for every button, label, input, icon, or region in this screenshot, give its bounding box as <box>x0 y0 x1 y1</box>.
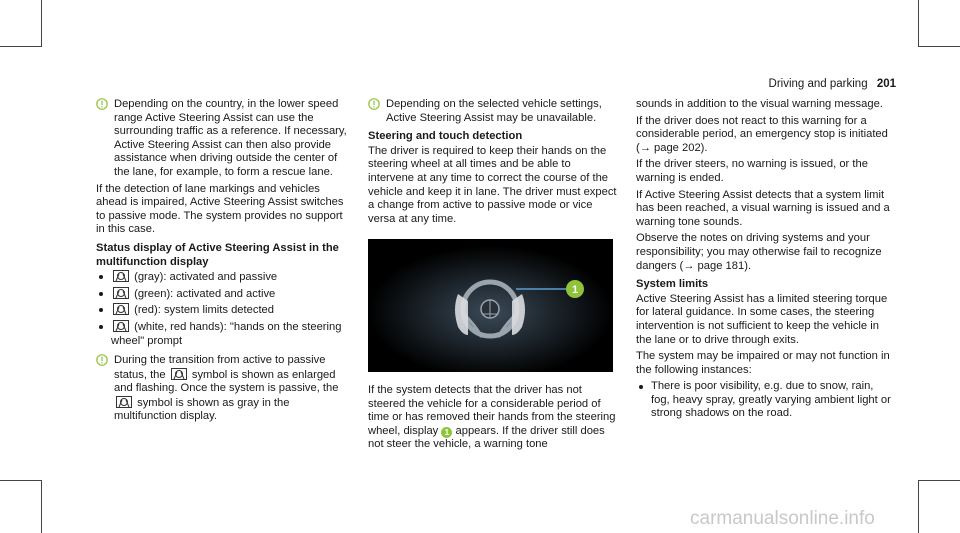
column-3 <box>636 98 894 427</box>
steering-assist-symbol <box>116 396 132 408</box>
hint-box <box>96 98 352 180</box>
hint-box <box>368 98 618 125</box>
steering-assist-symbol <box>113 270 129 282</box>
crop-mark <box>918 480 960 481</box>
list-item <box>96 287 352 302</box>
crop-mark <box>41 0 42 46</box>
callout-badge: 1 <box>441 427 452 438</box>
page-number: 201 <box>876 78 896 90</box>
hint-text: Depending on the country, in the lower speed range Active Steering Assist can use the surrounding traffic as a reference. If necessary, Active Steering Assist can then also provide assistance when driving outside the center of the lane, for example, to form a rescue lane. <box>114 98 347 178</box>
list-item <box>636 380 894 421</box>
paragraph-text: If the system detects that the driver has not steered the vehicle for a considerable period of time or has removed their hands from the steering wheel, display <box>368 384 616 437</box>
paragraph: Observe the notes on driving systems and your responsibility; you may otherwise fail to recognize dangers (→ page 181). <box>636 232 882 272</box>
section-heading: Steering and touch detection <box>368 130 523 143</box>
status-list <box>96 270 352 348</box>
paragraph: If Active Steering Assist detects that a system limit has been reached, a visual warning is issued and a warning tone sounds. <box>636 188 890 228</box>
paragraph: Active Steering Assist has a limited steering torque for lateral guidance. In some cases, the steering intervention is not sufficient to keep the vehicle in the lane or to drive through exits. <box>636 292 888 346</box>
paragraph-text: appears. If the driver still does not steer the vehicle, a warning tone <box>368 424 605 451</box>
section-title: Driving and parking <box>768 78 868 90</box>
crop-mark <box>918 46 960 47</box>
crop-mark <box>918 0 919 46</box>
hint-text: symbol is shown as gray in the multifunction display. <box>114 396 290 423</box>
hint-text: Depending on the selected vehicle settings, Active Steering Assist may be unavailable. <box>386 98 602 124</box>
bullet-dot <box>639 385 643 389</box>
list-item <box>96 270 352 285</box>
list-item-text: (white, red hands): "hands on the steering wheel" prompt <box>111 320 342 347</box>
list-item-text: There is poor visibility, e.g. due to snow, rain, fog, heavy spray, greatly varying ambient light or strong shadows on the road. <box>651 380 891 420</box>
bullet-dot <box>99 275 103 279</box>
info-hint-icon <box>96 98 108 110</box>
bullet-dot <box>99 292 103 296</box>
hint-text: During the transition from active to passive status, the <box>114 354 326 381</box>
crop-mark <box>41 480 42 533</box>
page-header <box>769 78 896 90</box>
list-item-text: (red): system limits detected <box>134 304 274 317</box>
steering-assist-symbol <box>113 287 129 299</box>
list-item-text: (gray): activated and passive <box>134 271 278 284</box>
paragraph: sounds in addition to the visual warning message. <box>636 98 883 110</box>
steering-assist-symbol <box>113 303 129 315</box>
paragraph: If the driver steers, no warning is issued, or the warning is ended. <box>636 158 868 184</box>
column-2 <box>368 98 618 229</box>
crop-mark <box>0 480 42 481</box>
column-1 <box>96 98 352 427</box>
steering-assist-symbol <box>113 320 129 332</box>
paragraph: The driver is required to keep their hands on the steering wheel at all times and be able to intervene at any time to correct the course of the vehicle and keep it in lane. The driver must expect a change from active to passive mode or vice versa at any time. <box>368 144 617 225</box>
section-heading: System limits <box>636 278 709 291</box>
steering-assist-symbol <box>171 368 187 380</box>
list-item-text: (green): activated and active <box>134 287 276 300</box>
bullet-dot <box>99 325 103 329</box>
hint-text: symbol is shown as enlarged and flashing. Once the system is passive, the <box>114 368 339 395</box>
hint-box <box>96 354 352 424</box>
watermark: carmanualsonline.info <box>690 508 875 529</box>
paragraph: The system may be impaired or may not function in the following instances: <box>636 350 890 376</box>
info-hint-icon <box>368 98 380 110</box>
limits-list <box>636 380 894 421</box>
bullet-dot <box>99 308 103 312</box>
figure-callout: 1 <box>571 284 579 296</box>
info-hint-icon <box>96 354 108 366</box>
paragraph <box>368 384 618 452</box>
column-2-bottom <box>368 384 618 455</box>
section-heading: Status display of Active Steering Assist in the multifunction display <box>96 241 339 268</box>
list-item <box>96 320 352 348</box>
paragraph: If the driver does not react to this warning for a considerable period, an emergency stop is initiated (→ page 202). <box>636 114 888 154</box>
crop-mark <box>918 480 919 533</box>
paragraph: If the detection of lane markings and vehicles ahead is impaired, Active Steering Assist switches to passive mode. The system provides no support in this case. <box>96 182 344 236</box>
crop-mark <box>0 46 42 47</box>
steering-wheel-figure <box>368 239 613 372</box>
steering-wheel-hands-graphic <box>368 239 613 372</box>
list-item <box>96 303 352 318</box>
